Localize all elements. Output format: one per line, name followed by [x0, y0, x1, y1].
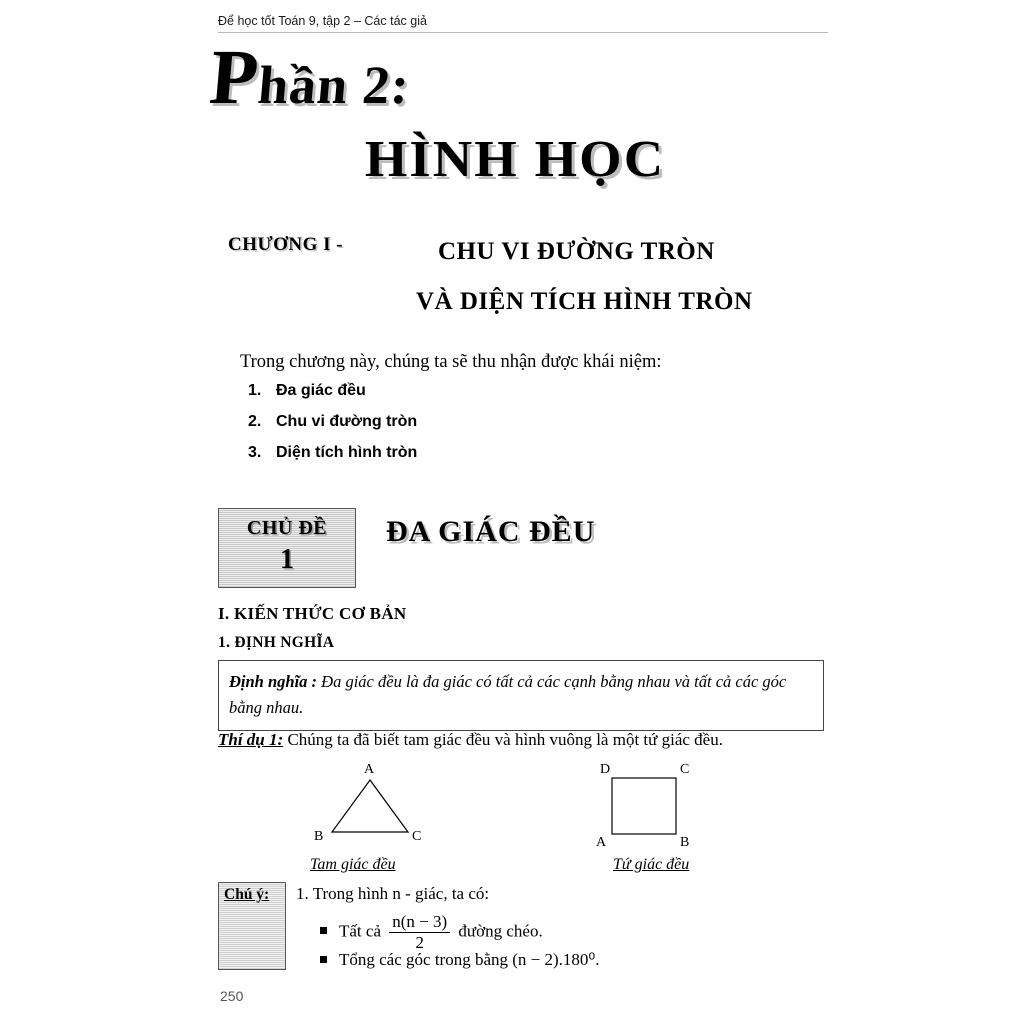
list-item — [248, 413, 417, 431]
example-label: Thí dụ 1: — [218, 730, 284, 749]
topic-badge — [218, 508, 356, 588]
list-item-label: Chu vi đường tròn — [276, 413, 418, 430]
square-vertex-d: D — [600, 762, 611, 777]
square-vertex-b: B — [680, 835, 690, 850]
triangle-caption: Tam giác đều — [310, 856, 396, 873]
square-figure — [588, 760, 708, 855]
chapter-title-line2: VÀ DIỆN TÍCH HÌNH TRÒN — [416, 288, 753, 315]
topic-badge-label: CHỦ ĐỀ — [246, 517, 328, 539]
note-bullet-1-suffix: đường chéo. — [458, 921, 543, 941]
triangle-vertex-c: C — [412, 829, 422, 844]
part-title-initial: P — [206, 33, 263, 120]
triangle-figure — [312, 760, 432, 855]
fraction — [389, 912, 450, 953]
fraction-numerator: n(n − 3) — [389, 912, 450, 933]
example-paragraph — [218, 730, 723, 750]
topic-title: ĐA GIÁC ĐỀU — [386, 515, 596, 548]
note-bullet-2-text: Tổng các góc trong bằng (n − 2).180⁰. — [339, 950, 600, 969]
fraction-denominator: 2 — [415, 932, 424, 952]
list-item-number: 1. — [248, 382, 262, 399]
square-caption: Tứ giác đều — [613, 856, 690, 873]
topic-badge-number: 1 — [280, 544, 294, 575]
note-bullet-2 — [320, 950, 599, 970]
part-title-rest: hần 2: — [255, 55, 413, 115]
list-item — [248, 444, 417, 462]
definition-label: Định nghĩa : — [229, 672, 318, 691]
list-item-label: Diện tích hình tròn — [276, 444, 418, 461]
note-label: Chú ý: — [224, 886, 270, 903]
chapter-intro: Trong chương này, chúng ta sẽ thu nhận được khái niệm: — [240, 352, 662, 372]
part-title — [206, 33, 413, 120]
section-heading-knowledge: I. KIẾN THỨC CƠ BẢN — [218, 604, 407, 623]
example-text: Chúng ta đã biết tam giác đều và hình vuông là một tứ giác đều. — [283, 730, 723, 749]
running-header: Để học tốt Toán 9, tập 2 – Các tác giả — [218, 14, 828, 33]
bullet-square-icon — [320, 927, 327, 934]
list-item-label: Đa giác đều — [276, 382, 366, 399]
square-vertex-a: A — [596, 835, 607, 850]
square-vertex-c: C — [680, 762, 690, 777]
chapter-label: CHƯƠNG I - — [228, 234, 344, 255]
definition-text: Đa giác đều là đa giác có tất cả các cạnh bằng nhau và tất cả các góc bằng nhau. — [229, 672, 787, 717]
objectives-list — [248, 382, 417, 475]
note-bullet-1 — [320, 912, 543, 953]
definition-box — [218, 660, 824, 731]
note-bullet-1-prefix: Tất cả — [339, 921, 381, 941]
note-line-1: 1. Trong hình n - giác, ta có: — [296, 884, 490, 903]
list-item-number: 2. — [248, 413, 262, 430]
part-subject-title: HÌNH HỌC — [364, 131, 666, 188]
triangle-vertex-b: B — [314, 829, 324, 844]
triangle-vertex-a: A — [364, 762, 375, 777]
chapter-title-line1: CHU VI ĐƯỜNG TRÒN — [438, 238, 715, 265]
page-number: 250 — [220, 988, 244, 1004]
list-item — [248, 382, 417, 400]
list-item-number: 3. — [248, 444, 262, 461]
subsection-heading-definition: 1. ĐỊNH NGHĨA — [218, 634, 335, 651]
bullet-square-icon — [320, 956, 327, 963]
